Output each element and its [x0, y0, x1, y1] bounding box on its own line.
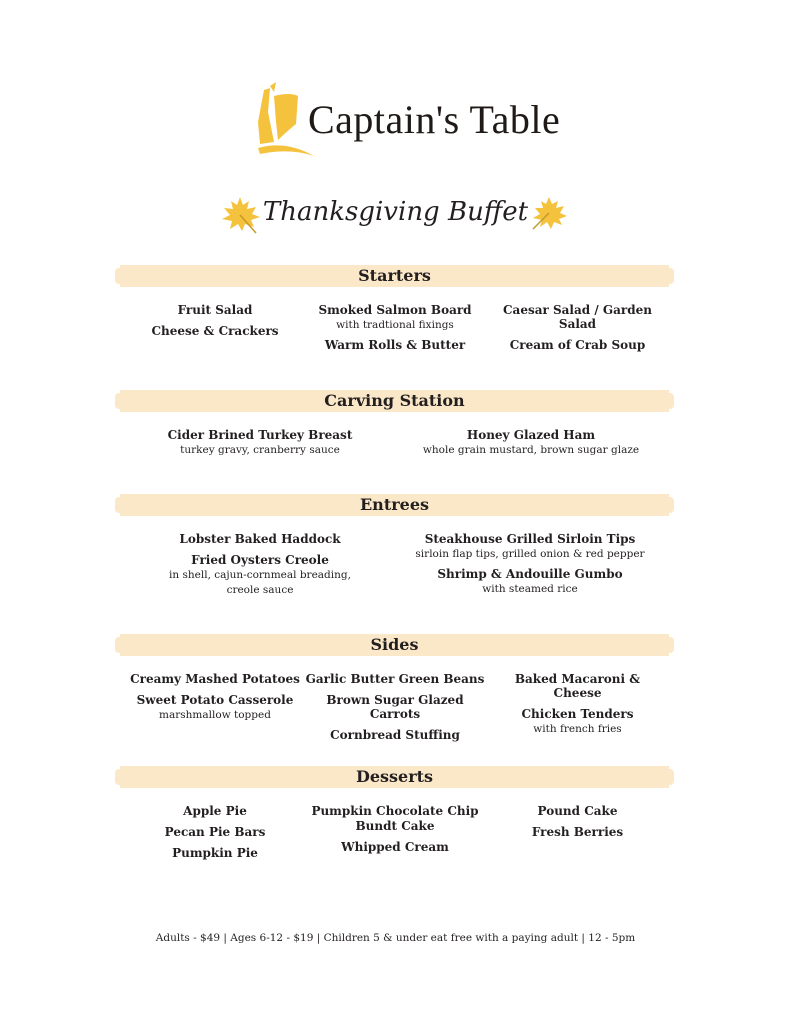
subtitle-row [0, 193, 791, 237]
menu-item: Smoked Salmon Board [318, 303, 472, 317]
menu-item: Pumpkin Pie [172, 846, 258, 860]
page-subtitle: Thanksgiving Buffet [262, 197, 529, 227]
menu-item: Cider Brined Turkey Breast [167, 428, 353, 442]
menu-item: Fruit Salad [177, 303, 253, 317]
pricing-footer: Adults - $49 | Ages 6-12 - $19 | Children 5 & under eat free with a paying adult | 12 - 5pm [155, 932, 636, 944]
starters-col-1 [130, 303, 300, 345]
menu-item-note: sirloin flap tips, grilled onion & red pepper [415, 548, 645, 560]
section-title: Desserts [355, 767, 434, 786]
menu-item: Shrimp & Andouille Gumbo [437, 567, 623, 581]
section-band-desserts [120, 766, 669, 788]
starters-col-3 [490, 303, 665, 359]
section-title: Starters [358, 266, 431, 285]
brand-name: Captain's Table [308, 97, 561, 142]
menu-item: Warm Rolls & Butter [324, 338, 466, 352]
menu-item: Caesar Salad / Garden Salad [503, 303, 652, 331]
desserts-col-1 [130, 804, 300, 867]
menu-item-note: creole sauce [226, 584, 294, 596]
carving-col-right [420, 428, 642, 458]
desserts-col-2 [305, 804, 485, 861]
menu-item: Fried Oysters Creole [191, 553, 329, 567]
ship-sail-icon [256, 82, 316, 164]
menu-item: Bundt Cake [355, 819, 435, 833]
menu-item: Fresh Berries [531, 825, 624, 839]
section-band-sides [120, 634, 669, 656]
carving-col-left [160, 428, 360, 458]
menu-item: Pound Cake [537, 804, 618, 818]
section-title: Carving Station [324, 391, 465, 410]
entrees-col-left [160, 532, 360, 598]
menu-item: Pumpkin Chocolate Chip [311, 804, 479, 818]
menu-item-note: with french fries [533, 723, 622, 735]
menu-item-note: with tradtional fixings [336, 319, 454, 331]
section-band-starters [120, 265, 669, 287]
section-title: Entrees [359, 495, 429, 514]
section-band-carving [120, 390, 669, 412]
section-title: Sides [370, 635, 419, 654]
menu-item: Garlic Butter Green Beans [305, 672, 485, 686]
entrees-col-right [410, 532, 650, 597]
section-band-entrees [120, 494, 669, 516]
menu-item-note: marshmallow topped [159, 709, 271, 721]
sides-col-1 [130, 672, 300, 723]
menu-item: Apple Pie [183, 804, 247, 818]
maple-leaf-icon [527, 193, 571, 233]
menu-item-note: with steamed rice [482, 583, 578, 595]
captains-table-logo [256, 82, 561, 164]
menu-item-note: in shell, cajun-cornmeal breading, [169, 569, 351, 581]
menu-item: Lobster Baked Haddock [179, 532, 341, 546]
sides-col-3 [490, 672, 665, 737]
starters-col-2 [305, 303, 485, 359]
menu-item: Sweet Potato Casserole [136, 693, 294, 707]
menu-item: Cornbread Stuffing [330, 728, 460, 742]
menu-item: Steakhouse Grilled Sirloin Tips [424, 532, 636, 546]
menu-item: Whipped Cream [341, 840, 449, 854]
menu-item-note: turkey gravy, cranberry sauce [180, 444, 340, 456]
menu-item: Chicken Tenders [521, 707, 634, 721]
sides-col-2 [305, 672, 485, 749]
menu-item: Creamy Mashed Potatoes [130, 672, 300, 686]
menu-item: Honey Glazed Ham [466, 428, 596, 442]
menu-item-note: whole grain mustard, brown sugar glaze [422, 444, 640, 456]
menu-item: Cheese & Crackers [151, 324, 279, 338]
desserts-col-3 [490, 804, 665, 846]
menu-item: Cream of Crab Soup [509, 338, 646, 352]
menu-item: Brown Sugar Glazed Carrots [326, 693, 464, 721]
menu-item: Baked Macaroni & Cheese [514, 672, 641, 700]
menu-item: Pecan Pie Bars [164, 825, 266, 839]
